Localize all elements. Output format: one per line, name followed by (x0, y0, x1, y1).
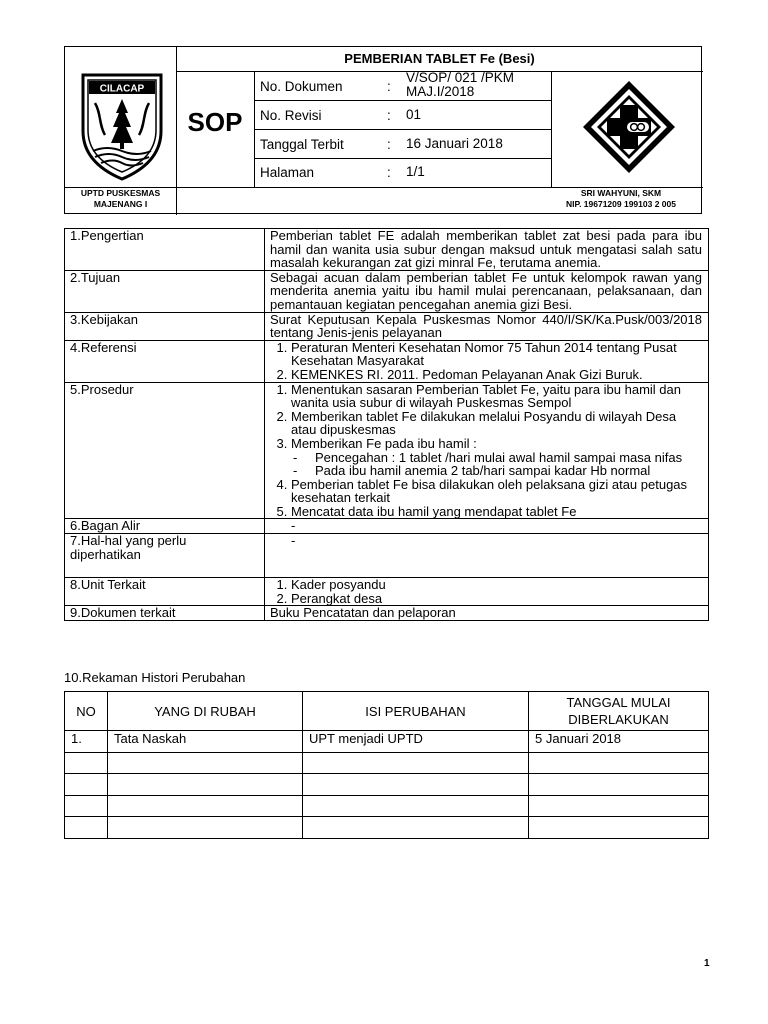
unit-name: UPTD PUSKESMAS MAJENANG I (80, 188, 161, 209)
document-title: PEMBERIAN TABLET Fe (Besi) (344, 51, 535, 66)
section-prosedur (65, 382, 709, 519)
table-row (65, 817, 709, 839)
list-item: 2. Memberikan tablet Fe dilakukan melalui Posyandu di wilayah Desa atau dipuskesmas (291, 410, 702, 437)
cilacap-crest-icon (79, 73, 165, 181)
section-label: 8.Unit Terkait (65, 578, 265, 606)
section-kebijakan (65, 312, 709, 340)
list-item: 2. Perangkat desa (291, 592, 702, 606)
table-row (65, 752, 709, 774)
history-cell (108, 752, 303, 774)
list-item: 1. Peraturan Menteri Kesehatan Nomor 75 Tahun 2014 tentang Pusat Kesehatan Masyarakat (291, 341, 702, 368)
meta-colon: : (387, 79, 391, 94)
history-header-tanggal: TANGGAL MULAI DIBERLAKUKAN (529, 692, 709, 731)
section-text: Surat Keputusan Kepala Puskesmas Nomor 440/I/SK/Ka.Pusk/003/2018 tentang Jenis-jenis pelayanan (265, 312, 709, 340)
table-row (65, 774, 709, 796)
header-divider (254, 100, 551, 101)
meta-label: No. Dokumen (260, 79, 343, 94)
meta-label: No. Revisi (260, 108, 322, 123)
page-number: 1 (704, 958, 710, 969)
section-label: 2.Tujuan (65, 270, 265, 312)
sub-list-item: - Pada ibu hamil anemia 2 tab/hari sampai kadar Hb normal (315, 464, 702, 478)
history-cell (303, 817, 529, 839)
history-header-no: NO (65, 692, 108, 731)
section-label: 6.Bagan Alir (65, 519, 265, 534)
history-cell (108, 795, 303, 817)
list-item (291, 437, 702, 478)
history-title: 10.Rekaman Histori Perubahan (64, 670, 246, 685)
history-cell: Tata Naskah (108, 731, 303, 753)
history-cell (303, 774, 529, 796)
history-cell (303, 795, 529, 817)
history-header-row (65, 692, 709, 731)
section-text: Pemberian tablet FE adalah memberikan tablet zat besi pada para ibu hamil dan wanita usia subur dengan maksud untuk mengatasi salah satu masalah kekurangan zat gizi minral Fe, terutama anemia. (265, 229, 709, 271)
section-tujuan (65, 270, 709, 312)
section-label: 7.Hal-hal yang perlu diperhatikan (65, 534, 265, 578)
history-cell (65, 795, 108, 817)
section-label: 3.Kebijakan (65, 312, 265, 340)
history-cell (65, 817, 108, 839)
section-text: - (265, 519, 709, 534)
meta-label: Halaman (260, 165, 315, 180)
section-label: 1.Pengertian (65, 229, 265, 271)
sop-content-table (64, 228, 709, 621)
history-cell (108, 817, 303, 839)
section-unit-terkait (65, 578, 709, 606)
meta-value: V/SOP/ 021 /PKM MAJ.I/2018 (406, 70, 515, 99)
puskesmas-logo-icon (581, 79, 677, 175)
history-header-isi-perubahan: ISI PERUBAHAN (303, 692, 529, 731)
sop-header (64, 46, 702, 214)
section-dokumen-terkait (65, 606, 709, 621)
section-hal-hal (65, 534, 709, 578)
svg-text:CILACAP: CILACAP (99, 83, 145, 95)
history-cell (529, 817, 709, 839)
section-label: 9.Dokumen terkait (65, 606, 265, 621)
section-text: Sebagai acuan dalam pemberian tablet Fe untuk kelompok rawan yang menderita anemia yaitu ibu hamil mulai perencanaan, pelaksanaan, dan pemantauan kegiatan pencegahan anemia gizi Besi. (265, 270, 709, 312)
history-cell (65, 752, 108, 774)
header-divider (254, 129, 551, 130)
meta-colon: : (387, 165, 391, 180)
section-bagan-alir (65, 519, 709, 534)
meta-value: 01 (406, 107, 422, 122)
table-row (65, 731, 709, 753)
signer-block: SRI WAHYUNI, SKM NIP. 19671209 199103 2 005 (566, 188, 676, 209)
section-label: 4.Referensi (65, 340, 265, 382)
history-header-yang-di-rubah: YANG DI RUBAH (108, 692, 303, 731)
history-cell: 1. (65, 731, 108, 753)
list-item: 4. Pemberian tablet Fe bisa dilakukan oleh pelaksana gizi atau petugas kesehatan terkait (291, 478, 702, 505)
list-item: 1. Menentukan sasaran Pemberian Tablet Fe, yaitu para ibu hamil dan wanita usia subur di wilayah Puskesmas Sempol (291, 383, 702, 410)
history-cell: 5 Januari 2018 (529, 731, 709, 753)
section-text: - (265, 534, 709, 578)
header-divider (254, 158, 551, 159)
list-item: 5. Mencatat data ibu hamil yang mendapat tablet Fe (291, 505, 702, 519)
section-pengertian (65, 229, 709, 271)
meta-colon: : (387, 108, 391, 123)
section-list (265, 382, 709, 519)
table-row (65, 795, 709, 817)
section-referensi (65, 340, 709, 382)
history-cell (108, 774, 303, 796)
history-cell (65, 774, 108, 796)
history-cell (303, 752, 529, 774)
meta-colon: : (387, 137, 391, 152)
history-cell (529, 774, 709, 796)
section-text: Buku Pencatatan dan pelaporan (265, 606, 709, 621)
list-item: 2. KEMENKES RI. 2011. Pedoman Pelayanan Anak Gizi Buruk. (291, 368, 702, 382)
sub-list-item: - Pencegahan : 1 tablet /hari mulai awal hamil sampai masa nifas (315, 451, 702, 465)
history-table (64, 691, 709, 839)
section-list (265, 340, 709, 382)
header-divider (551, 71, 552, 187)
list-item: 1. Kader posyandu (291, 578, 702, 592)
history-cell: UPT menjadi UPTD (303, 731, 529, 753)
meta-value: 1/1 (406, 164, 425, 179)
meta-label: Tanggal Terbit (260, 137, 344, 152)
list-item-text: Memberikan Fe pada ibu hamil : (291, 435, 477, 451)
sop-label: SOP (187, 107, 243, 137)
section-list (265, 578, 709, 606)
history-cell (529, 795, 709, 817)
section-label: 5.Prosedur (65, 382, 265, 519)
meta-value: 16 Januari 2018 (406, 136, 503, 151)
history-cell (529, 752, 709, 774)
